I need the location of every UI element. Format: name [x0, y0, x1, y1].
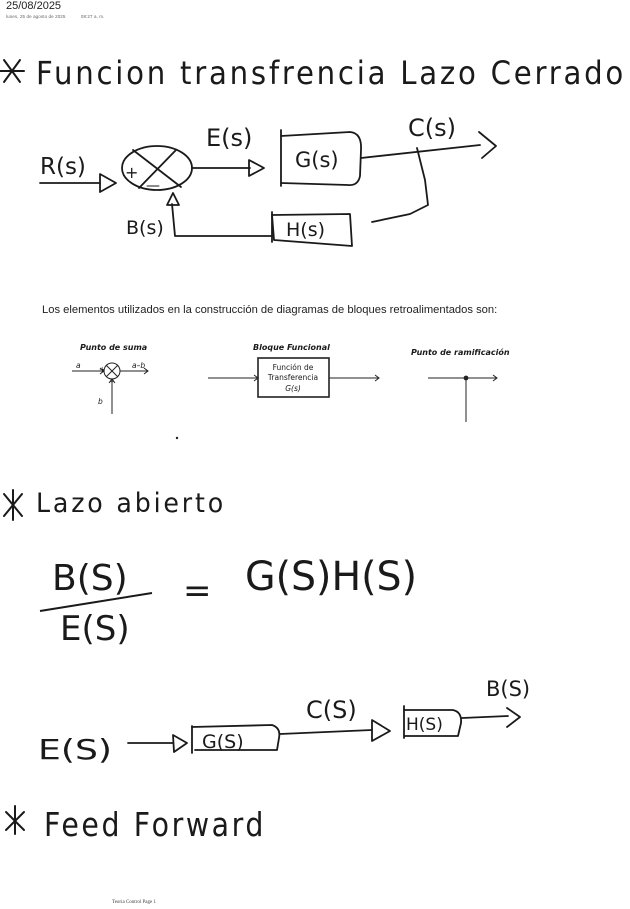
sum-plus-label: +: [99, 365, 106, 374]
label-plus: +: [125, 163, 139, 182]
block-line-3: G(s): [285, 384, 301, 393]
heading-feed-forward: [6, 805, 266, 844]
ink-dot: [176, 437, 178, 439]
label-r-s: R(s): [40, 154, 86, 180]
block-line-2: Transferencia: [267, 373, 319, 382]
note-time: 08:27 a. m.: [80, 14, 105, 19]
svg-text:Feed Forward: Feed Forward: [44, 805, 266, 844]
asterisk-icon: [6, 806, 24, 834]
sum-bottom-label: b: [98, 397, 103, 406]
block-title: Bloque Funcional: [253, 343, 330, 352]
elements-figure: [72, 343, 510, 422]
asterisk-icon: [4, 490, 22, 520]
closed-loop-diagram: [40, 130, 496, 246]
branch-point-dot: [464, 376, 469, 381]
svg-text:Lazo abierto: Lazo abierto: [36, 488, 226, 519]
sum-point-title: Punto de suma: [80, 343, 148, 352]
label-g-s: G(s): [295, 148, 339, 172]
open-loop-labels: [38, 677, 530, 766]
formula-rhs: G(S)H(S): [245, 554, 417, 600]
printed-sentence: Los elementos utilizados en la construcción de diagramas de bloques retroalimentados son:: [42, 304, 498, 316]
open-loop-formula: [40, 554, 417, 649]
closed-loop-labels: [40, 114, 456, 241]
formula-denominator: E(S): [60, 609, 130, 649]
label-e-s: E(s): [206, 124, 253, 152]
label-h-s: H(s): [286, 219, 326, 241]
open-label-c: C(S): [306, 696, 357, 724]
branch-title: Punto de ramificación: [411, 348, 510, 357]
page-footer: Teoria Control Page 1: [112, 900, 156, 905]
sum-minus-label: –: [110, 377, 114, 386]
label-c-s: C(s): [408, 114, 456, 142]
block-line-1: Función de: [272, 363, 314, 372]
heading-closed-loop: [0, 54, 626, 92]
open-label-b: B(S): [486, 677, 531, 701]
formula-numerator: B(S): [52, 558, 128, 599]
note-date: 25/08/2025: [6, 0, 62, 12]
svg-text:Funcion transfrencia Lazo Cerr: Funcion transfrencia Lazo Cerrado: [36, 54, 626, 92]
sum-in-label: a: [76, 361, 81, 370]
label-b-s: B(s): [126, 217, 164, 239]
formula-equals: =: [183, 571, 212, 611]
sum-out-label: a–b: [132, 361, 146, 370]
note-day-line: lunes, 25 de agosto de 2025: [6, 14, 66, 19]
asterisk-icon: [0, 60, 24, 82]
open-label-h: H(S): [406, 715, 443, 735]
open-label-g: G(S): [202, 731, 244, 753]
open-label-e: E(S): [38, 733, 112, 766]
heading-open-loop: [4, 488, 226, 520]
label-minus: —: [146, 178, 160, 194]
